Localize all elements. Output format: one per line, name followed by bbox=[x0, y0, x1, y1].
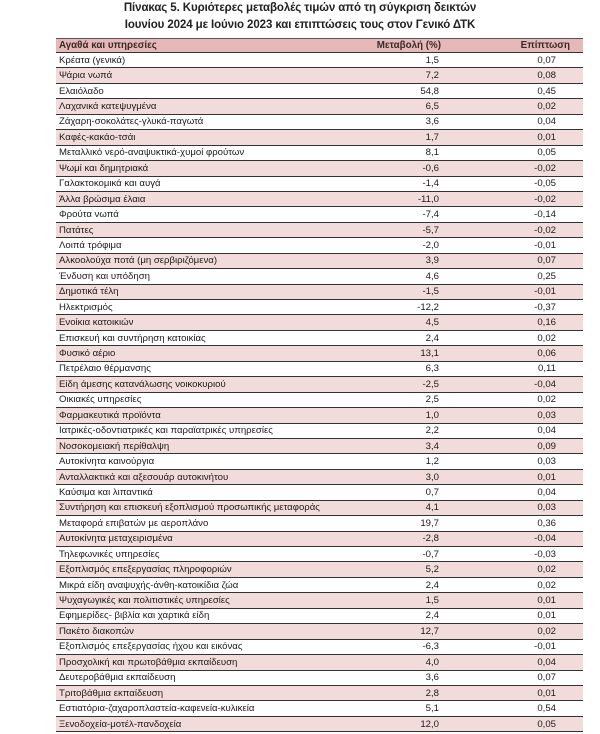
table-row bbox=[56, 685, 583, 700]
item-name: Τηλεφωνικές υπηρεσίες bbox=[59, 548, 160, 560]
impact-value: 0,07 bbox=[537, 54, 556, 66]
item-name: Φρούτα νωπά bbox=[59, 209, 119, 221]
change-value: 6,5 bbox=[425, 101, 439, 113]
item-name: Αυτοκίνητα μεταχειρισμένα bbox=[59, 533, 173, 545]
table-row bbox=[56, 191, 583, 206]
impact-value: -0,02 bbox=[534, 193, 556, 205]
change-value: 5,2 bbox=[425, 564, 439, 576]
change-value: -2,5 bbox=[422, 378, 439, 390]
impact-value: 0,09 bbox=[537, 440, 556, 452]
change-value: 1,5 bbox=[425, 54, 439, 66]
table-row bbox=[56, 83, 583, 98]
impact-value: 0,07 bbox=[537, 672, 556, 684]
impact-value: 0,02 bbox=[537, 332, 556, 344]
table-row bbox=[56, 701, 583, 716]
change-value: 7,2 bbox=[425, 70, 439, 82]
table-row bbox=[56, 639, 583, 654]
table-title-line-2: Ιουνίου 2024 με Ιούνιο 2023 και επιπτώσεις τους στον Γενικό ΔΤΚ bbox=[124, 19, 476, 31]
item-name: Εστιατόρια-ζαχαροπλαστεία-καφενεία-κυλικεία bbox=[59, 703, 255, 715]
change-value: 12,7 bbox=[420, 625, 439, 637]
item-name: Οικιακές υπηρεσίες bbox=[59, 394, 142, 406]
impact-value: 0,07 bbox=[537, 255, 556, 267]
change-value: 2,4 bbox=[425, 610, 439, 622]
impact-value: -0,01 bbox=[534, 641, 556, 653]
header-change-percent: Μεταβολή (%) bbox=[356, 39, 441, 53]
impact-value: 0,02 bbox=[537, 579, 556, 591]
impact-value: 0,16 bbox=[537, 317, 556, 329]
change-value: 3,9 bbox=[425, 255, 439, 267]
change-value: -0,7 bbox=[422, 548, 439, 560]
change-value: 2,2 bbox=[425, 425, 439, 437]
table-row bbox=[56, 361, 583, 376]
change-value: 5,1 bbox=[425, 703, 439, 715]
impact-value: 0,54 bbox=[537, 703, 556, 715]
item-name: Ψωμί και δημητριακά bbox=[59, 162, 149, 174]
item-name: Δευτεροβάθμια εκπαίδευση bbox=[59, 672, 176, 684]
change-value: 1,7 bbox=[425, 131, 439, 143]
impact-value: 0,02 bbox=[537, 564, 556, 576]
impact-value: 0,02 bbox=[537, 625, 556, 637]
impact-value: 0,11 bbox=[538, 363, 556, 375]
impact-value: 0,45 bbox=[537, 85, 556, 97]
impact-value: 0,04 bbox=[537, 656, 556, 668]
impact-value: -0,14 bbox=[534, 209, 556, 221]
item-name: Ανταλλακτικά και αξεσουάρ αυτοκινήτου bbox=[59, 471, 229, 483]
item-name: Μεταλλικό νερό-αναψυκτικά-χυμοί φρούτων bbox=[59, 147, 245, 159]
table-row bbox=[56, 438, 583, 453]
impact-value: -0,01 bbox=[534, 286, 556, 298]
impact-value: 0,01 bbox=[537, 131, 556, 143]
table-row bbox=[56, 516, 583, 531]
impact-value: 0,02 bbox=[537, 394, 556, 406]
item-name: Ξενοδοχεία-μοτέλ-πανδοχεία bbox=[59, 718, 182, 730]
impact-value: 0,05 bbox=[537, 147, 556, 159]
table-row bbox=[56, 392, 583, 407]
change-value: 1,2 bbox=[425, 456, 439, 468]
item-name: Ιατρικές-οδοντιατρικές και παραϊατρικές υπηρεσίες bbox=[59, 425, 273, 437]
table-row bbox=[56, 114, 583, 129]
impact-value: 0,02 bbox=[537, 101, 556, 113]
item-name: Άλλα βρώσιμα έλαια bbox=[59, 193, 146, 205]
table-row bbox=[56, 238, 583, 253]
change-value: -5,7 bbox=[422, 224, 439, 236]
impact-value: -0,04 bbox=[534, 533, 556, 545]
change-value: 2,4 bbox=[425, 579, 439, 591]
impact-value: -0,04 bbox=[534, 378, 556, 390]
change-value: 12,0 bbox=[420, 718, 439, 730]
table-row bbox=[56, 222, 583, 237]
change-value: 0,7 bbox=[425, 486, 439, 498]
change-value: 3,6 bbox=[425, 672, 439, 684]
impact-value: 0,25 bbox=[537, 270, 556, 282]
table-row bbox=[56, 454, 583, 469]
change-value: 4,1 bbox=[425, 502, 439, 514]
table-header-row bbox=[56, 39, 583, 53]
item-name: Λοιπά τρόφιμα bbox=[59, 239, 122, 251]
impact-value: 0,03 bbox=[537, 409, 556, 421]
impact-value: 0,01 bbox=[537, 595, 556, 607]
impact-value: 0,03 bbox=[537, 456, 556, 468]
item-name: Αυτοκίνητα καινούργια bbox=[59, 456, 155, 468]
change-value: -2,8 bbox=[422, 533, 439, 545]
change-value: -1,4 bbox=[422, 178, 439, 190]
change-value: -1,5 bbox=[422, 286, 439, 298]
table-row bbox=[56, 346, 583, 361]
change-value: 19,7 bbox=[420, 517, 439, 529]
item-name: Εφημερίδες- βιβλία και χαρτικά είδη bbox=[59, 610, 210, 622]
item-name: Κρέατα (γενικά) bbox=[59, 54, 126, 66]
change-value: 4,0 bbox=[425, 656, 439, 668]
item-name: Φαρμακευτικά προϊόντα bbox=[59, 409, 161, 421]
impact-value: 0,36 bbox=[537, 517, 556, 529]
item-name: Αλκοολούχα ποτά (μη σερβιριζόμενα) bbox=[59, 255, 218, 267]
change-value: 1,5 bbox=[425, 595, 439, 607]
item-name: Πατάτες bbox=[59, 224, 94, 236]
table-row bbox=[56, 608, 583, 623]
impact-value: 0,06 bbox=[537, 348, 556, 360]
change-value: -11,0 bbox=[417, 193, 439, 205]
item-name: Ελαιόλαδο bbox=[59, 85, 104, 97]
table-row bbox=[56, 655, 583, 670]
impact-value: -0,02 bbox=[534, 162, 556, 174]
item-name: Μικρά είδη αναψυχής-άνθη-κατοικίδια ζώα bbox=[59, 579, 239, 591]
change-value: 2,4 bbox=[425, 332, 439, 344]
item-name: Πακέτο διακοπών bbox=[59, 625, 134, 637]
table-row bbox=[56, 716, 583, 731]
table-row bbox=[56, 469, 583, 484]
table-row bbox=[56, 547, 583, 562]
change-value: 54,8 bbox=[420, 85, 439, 97]
table-row bbox=[56, 207, 583, 222]
impact-value: 0,01 bbox=[537, 610, 556, 622]
table-row bbox=[56, 377, 583, 392]
table-row bbox=[56, 531, 583, 546]
table-row bbox=[56, 500, 583, 515]
item-name: Είδη άμεσης κατανάλωσης νοικοκυριού bbox=[59, 378, 226, 390]
change-value: 3,6 bbox=[425, 116, 439, 128]
table-row bbox=[56, 99, 583, 114]
change-value: 1,0 bbox=[425, 409, 439, 421]
change-value: 3,0 bbox=[425, 471, 439, 483]
item-name: Νοσοκομειακή περίθαλψη bbox=[59, 440, 170, 452]
impact-value: 0,01 bbox=[537, 471, 556, 483]
table-row bbox=[56, 130, 583, 145]
price-changes-table bbox=[56, 38, 583, 732]
change-value: 3,4 bbox=[425, 440, 439, 452]
table-row bbox=[56, 562, 583, 577]
table-row bbox=[56, 577, 583, 592]
item-name: Εξοπλισμός επεξεργασίας πληροφοριών bbox=[59, 564, 232, 576]
change-value: 2,8 bbox=[425, 687, 439, 699]
impact-value: -0,03 bbox=[534, 548, 556, 560]
impact-value: 0,04 bbox=[537, 486, 556, 498]
item-name: Εξοπλισμός επεξεργασίας ήχου και εικόνας bbox=[59, 641, 243, 653]
table-row bbox=[56, 284, 583, 299]
impact-value: 0,01 bbox=[537, 687, 556, 699]
impact-value: -0,02 bbox=[534, 224, 556, 236]
table-row bbox=[56, 53, 583, 68]
item-name: Ζάχαρη-σοκολάτες-γλυκά-παγωτά bbox=[59, 116, 204, 128]
table-row bbox=[56, 68, 583, 83]
item-name: Συντήρηση και επισκευή εξοπλισμού προσωπικής μεταφοράς bbox=[59, 502, 320, 514]
change-value: 13,1 bbox=[420, 348, 439, 360]
impact-value: -0,01 bbox=[534, 239, 556, 251]
item-name: Ηλεκτρισμός bbox=[59, 301, 113, 313]
item-name: Γαλακτοκομικά και αυγά bbox=[59, 178, 161, 190]
impact-value: 0,04 bbox=[537, 425, 556, 437]
impact-value: 0,05 bbox=[537, 718, 556, 730]
item-name: Πετρέλαιο θέρμανσης bbox=[59, 363, 151, 375]
change-value: 2,5 bbox=[425, 394, 439, 406]
header-goods-services: Αγαθά και υπηρεσίες bbox=[56, 39, 356, 53]
impact-value: 0,08 bbox=[537, 70, 556, 82]
table-title-line-1: Πίνακας 5. Κυριότερες μεταβολές τιμών από τη σύγκριση δεικτών bbox=[123, 2, 477, 14]
table-row bbox=[56, 145, 583, 160]
item-name: Ψυχαγωγικές και πολιτιστικές υπηρεσίες bbox=[59, 595, 230, 607]
item-name: Φυσικό αέριο bbox=[59, 348, 116, 360]
table-row bbox=[56, 269, 583, 284]
item-name: Επισκευή και συντήρηση κατοικίας bbox=[59, 332, 206, 344]
table-row bbox=[56, 593, 583, 608]
impact-value: -0,05 bbox=[534, 178, 556, 190]
table-row bbox=[56, 161, 583, 176]
change-value: -0,6 bbox=[422, 162, 439, 174]
impact-value: 0,04 bbox=[537, 116, 556, 128]
item-name: Ενοίκια κατοικιών bbox=[59, 317, 134, 329]
item-name: Καύσιμα και λιπαντικά bbox=[59, 486, 153, 498]
table-row bbox=[56, 408, 583, 423]
change-value: 8,1 bbox=[425, 147, 439, 159]
table-row bbox=[56, 330, 583, 345]
item-name: Ένδυση και υπόδηση bbox=[59, 270, 150, 282]
item-name: Προσχολική και πρωτοβάθμια εκπαίδευση bbox=[59, 656, 238, 668]
item-name: Δημοτικά τέλη bbox=[59, 286, 119, 298]
item-name: Μεταφορά επιβατών με αεροπλάνο bbox=[59, 517, 209, 529]
table-row bbox=[56, 300, 583, 315]
item-name: Λαχανικά κατεψυγμένα bbox=[59, 101, 157, 113]
table-row bbox=[56, 423, 583, 438]
change-value: -7,4 bbox=[422, 209, 439, 221]
item-name: Καφές-κακάο-τσάι bbox=[59, 131, 136, 143]
table-row bbox=[56, 485, 583, 500]
item-name: Ψάρια νωπά bbox=[59, 70, 113, 82]
item-name: Τριτοβάθμια εκπαίδευση bbox=[59, 687, 164, 699]
change-value: -2,0 bbox=[422, 239, 439, 251]
change-value: 4,5 bbox=[425, 317, 439, 329]
header-impact: Επίπτωση bbox=[441, 39, 583, 53]
change-value: 6,3 bbox=[425, 363, 439, 375]
table-row bbox=[56, 253, 583, 268]
table-body bbox=[56, 53, 583, 732]
table-row bbox=[56, 315, 583, 330]
change-value: -6,3 bbox=[422, 641, 439, 653]
table-row bbox=[56, 670, 583, 685]
change-value: 4,6 bbox=[425, 270, 439, 282]
impact-value: -0,37 bbox=[534, 301, 556, 313]
table-row bbox=[56, 624, 583, 639]
change-value: -12,2 bbox=[417, 301, 439, 313]
table-row bbox=[56, 176, 583, 191]
impact-value: 0,03 bbox=[537, 502, 556, 514]
